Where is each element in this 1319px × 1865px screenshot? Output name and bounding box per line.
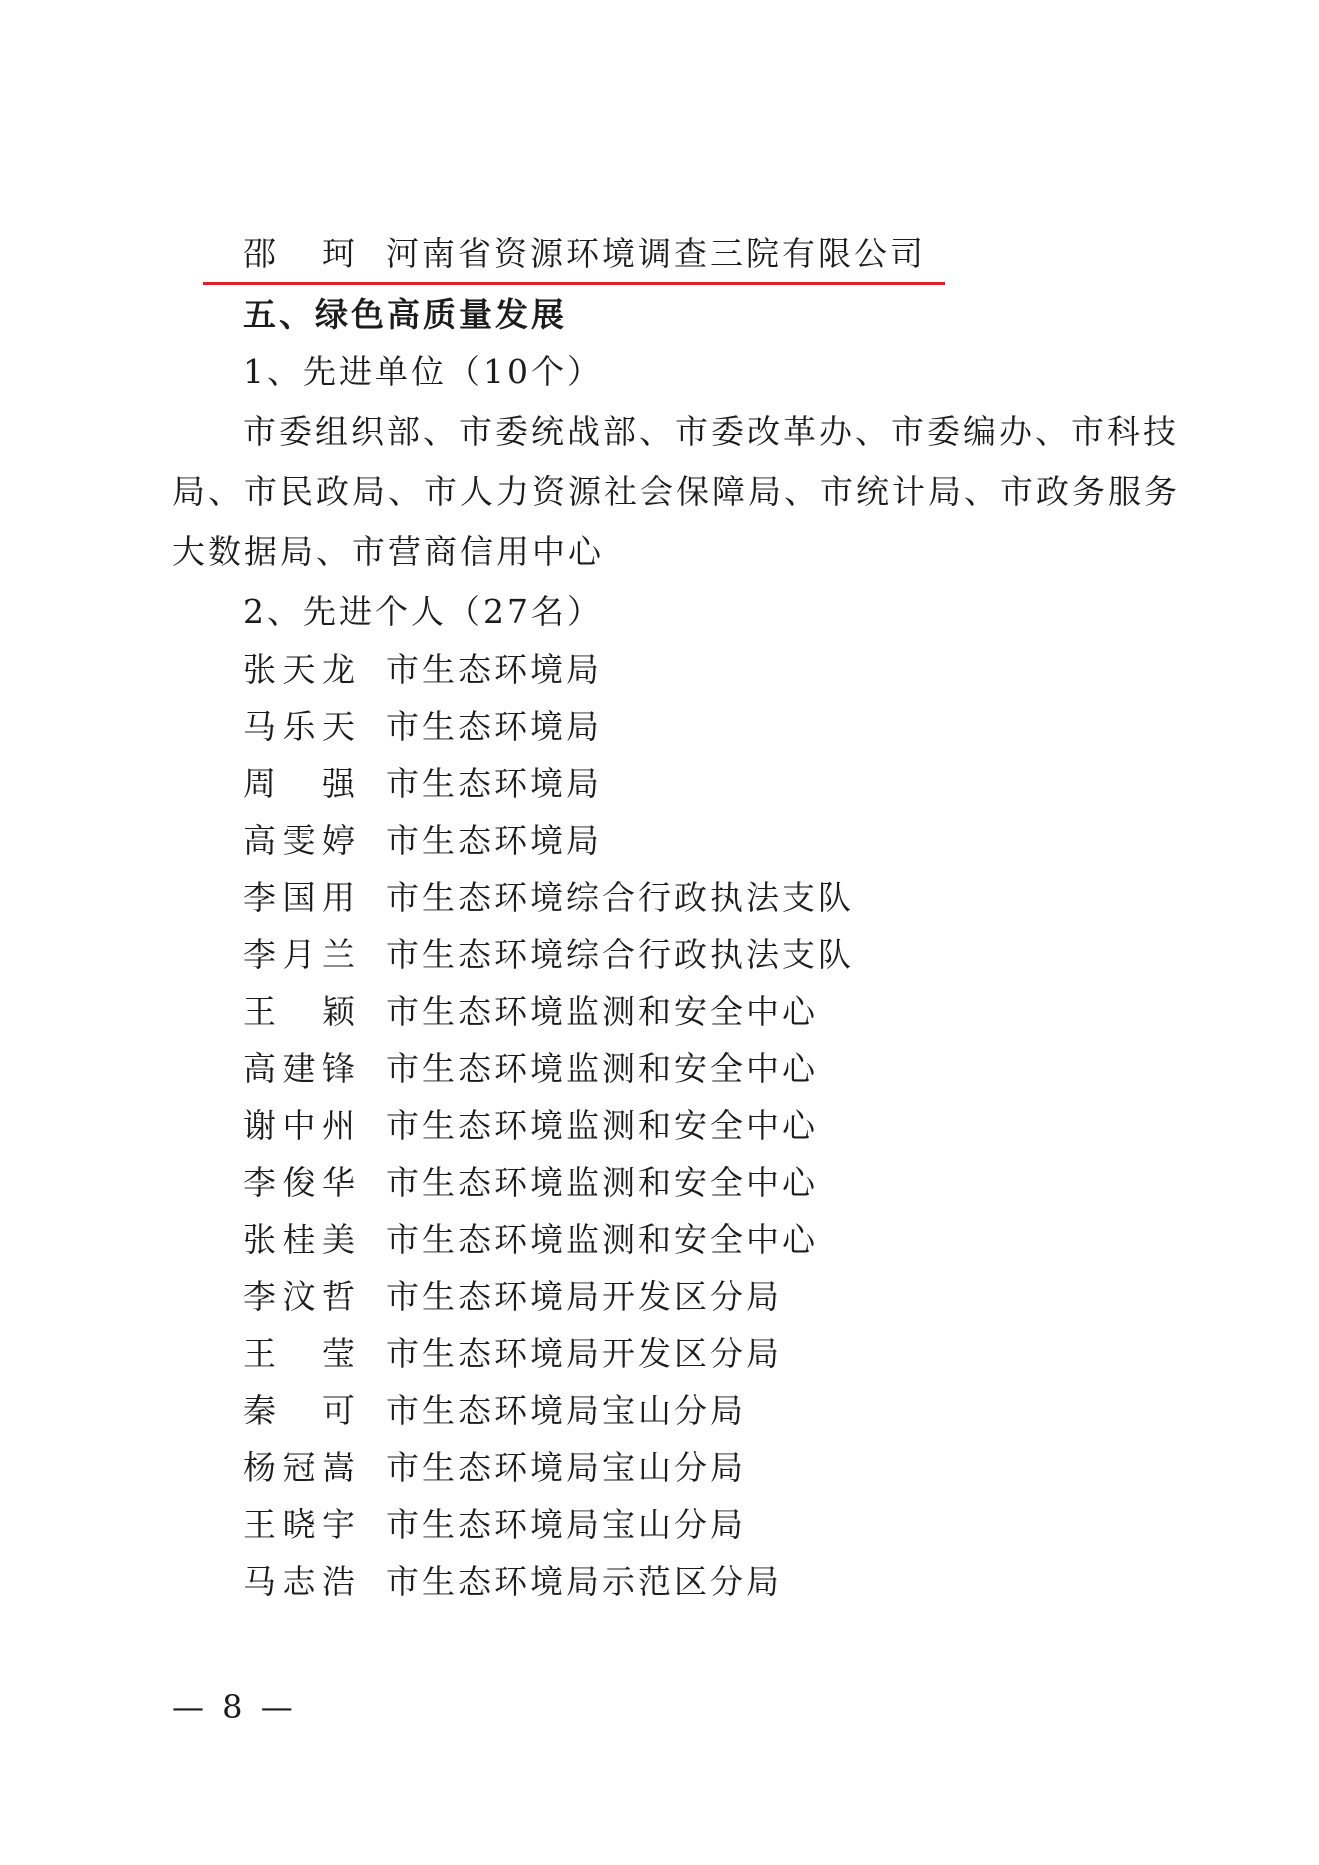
- person-name: 周 强: [243, 764, 355, 803]
- person-organization: 市生态环境监测和安全中心: [386, 1106, 818, 1145]
- person-name: 张天龙: [243, 650, 355, 689]
- person-organization: 市生态环境监测和安全中心: [386, 1049, 818, 1088]
- person-name: 高建锋: [243, 1049, 355, 1088]
- person-name: 谢中州: [243, 1106, 355, 1145]
- person-name: 马乐天: [243, 707, 355, 746]
- person-name: 王晓宇: [243, 1505, 355, 1544]
- person-organization: 市生态环境监测和安全中心: [386, 1163, 818, 1202]
- section-title: 五、绿色高质量发展: [243, 295, 567, 334]
- person-name: 秦 可: [243, 1391, 355, 1430]
- person-organization: 市生态环境局示范区分局: [386, 1562, 782, 1601]
- person-name: 李国用: [243, 878, 355, 917]
- person-organization: 市生态环境局: [386, 821, 602, 860]
- units-heading: 1、先进单位（10个）: [243, 352, 603, 391]
- person-organization: 市生态环境监测和安全中心: [386, 992, 818, 1031]
- person-name: 李俊华: [243, 1163, 355, 1202]
- person-organization: 市生态环境局宝山分局: [386, 1505, 746, 1544]
- person-name: 张桂美: [243, 1220, 355, 1259]
- person-name: 李月兰: [243, 935, 355, 974]
- person-name: 王 莹: [243, 1334, 355, 1373]
- person-organization: 市生态环境综合行政执法支队: [386, 878, 854, 917]
- person-name: 王 颖: [243, 992, 355, 1031]
- units-text-line-2: 局、市民政局、市人力资源社会保障局、市统计局、市政务服务: [172, 472, 1180, 511]
- individuals-heading: 2、先进个人（27名）: [243, 592, 603, 631]
- red-underline: [203, 282, 945, 285]
- page-number: — 8 —: [172, 1688, 297, 1726]
- units-text-line-1: 市委组织部、市委统战部、市委改革办、市委编办、市科技: [243, 412, 1179, 451]
- person-name: 李汶哲: [243, 1277, 355, 1316]
- person-organization: 河南省资源环境调查三院有限公司: [386, 234, 926, 273]
- units-text-line-3: 大数据局、市营商信用中心: [172, 532, 604, 571]
- person-organization: 市生态环境局: [386, 650, 602, 689]
- person-organization: 市生态环境局: [386, 764, 602, 803]
- person-name: 邵 珂: [243, 234, 355, 273]
- person-organization: 市生态环境局开发区分局: [386, 1334, 782, 1373]
- person-organization: 市生态环境综合行政执法支队: [386, 935, 854, 974]
- person-organization: 市生态环境监测和安全中心: [386, 1220, 818, 1259]
- person-organization: 市生态环境局: [386, 707, 602, 746]
- person-organization: 市生态环境局宝山分局: [386, 1448, 746, 1487]
- person-name: 高雯婷: [243, 821, 355, 860]
- person-organization: 市生态环境局开发区分局: [386, 1277, 782, 1316]
- person-name: 杨冠嵩: [243, 1448, 355, 1487]
- person-organization: 市生态环境局宝山分局: [386, 1391, 746, 1430]
- person-name: 马志浩: [243, 1562, 355, 1601]
